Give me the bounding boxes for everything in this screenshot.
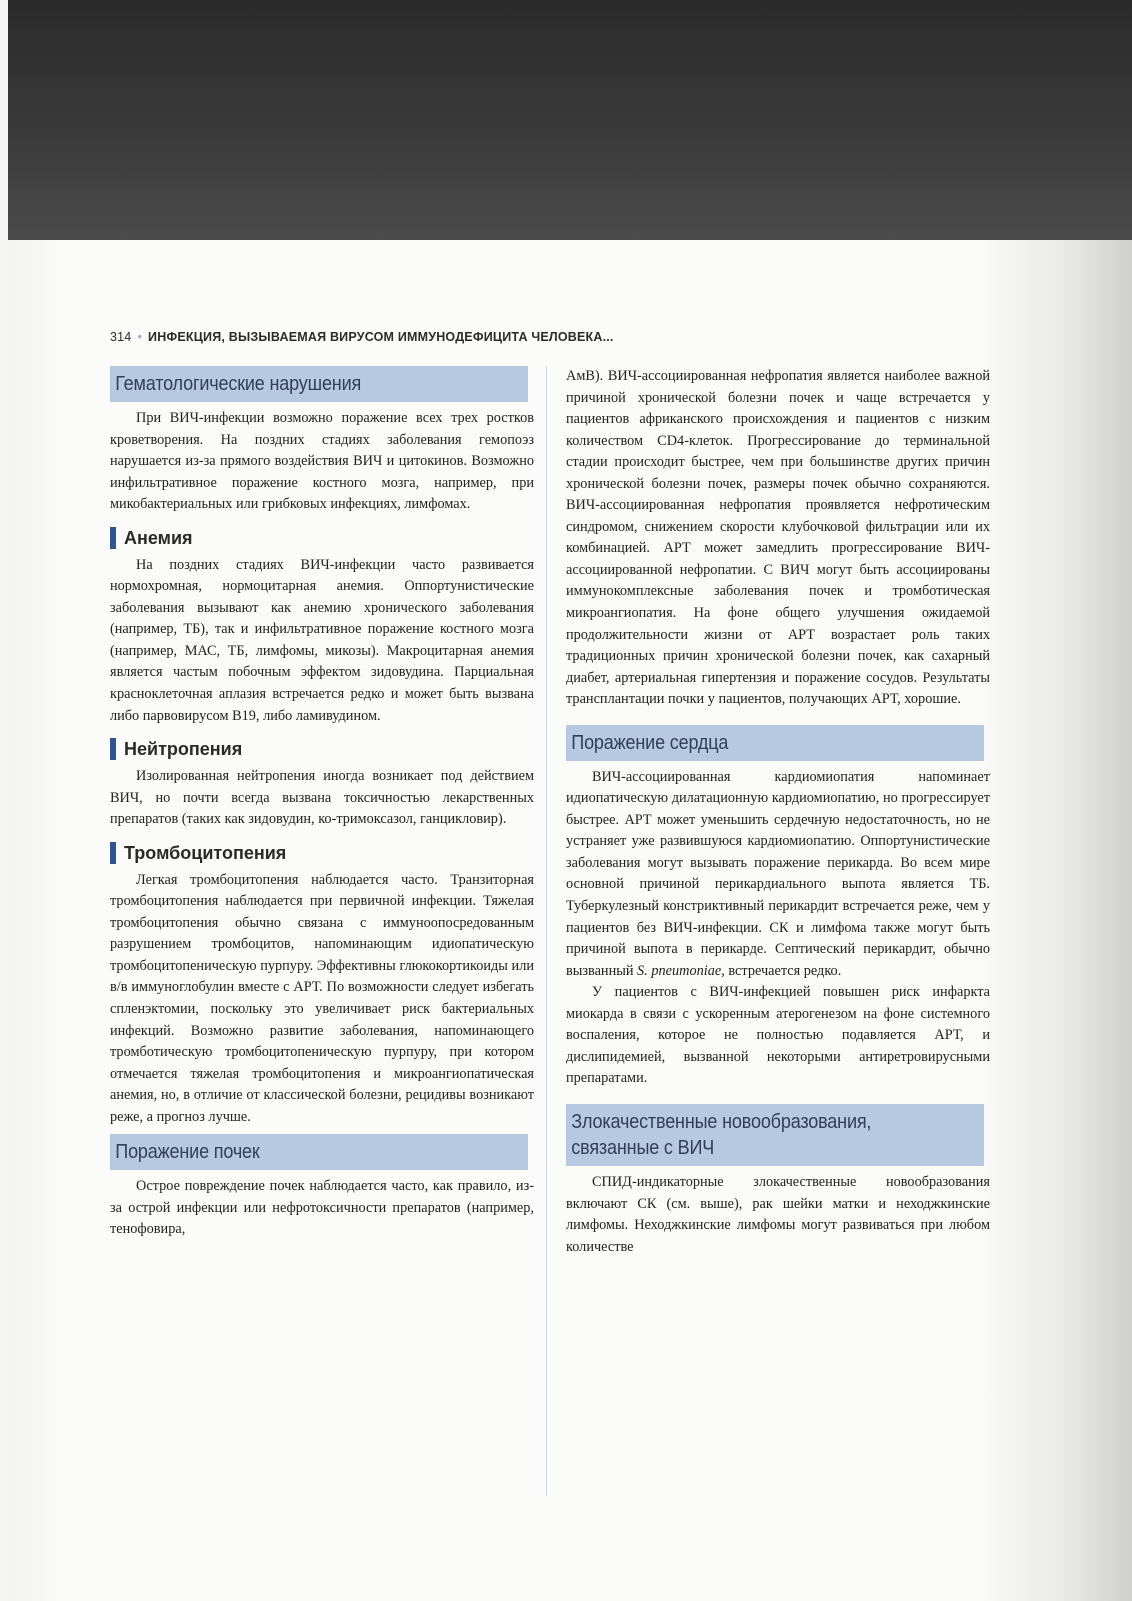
heading-bar-icon: [110, 842, 116, 864]
scan-dark-top-region: [8, 0, 1132, 240]
paragraph-malignancy: СПИД-индикаторные злокачественные новообразования включают СК (см. выше), рак шейки матки и неходжкинские лимфомы. Неходжкинские лимфомы могут развиваться при любом количестве: [566, 1173, 990, 1255]
heart-text-part1: ВИЧ-ассоциированная кардиомиопатия напоминает идиопатическую дилатационную кардиомиопатию, но прогрессирует быстрее. АРТ может уменьшить сердечную недостаточность, но не устраняет уже развившуюся кардиомиопатию. Оппортунистические заболевания могут вызывать поражение перикарда. Во всем мире основной причиной перикардиального выпота является ТБ. Туберкулезный констриктивный перикардит встречается реже, чем у пациентов без ВИЧ-инфекции. СК и лимфома также могут быть причиной выпота в перикарде. Септический перикардит, обычно вызванный: [566, 768, 990, 979]
pathogen-name: S. pneumoniae: [637, 962, 722, 979]
subsection-title-text: Нейтропения: [124, 739, 243, 760]
subsection-title-anemia: [110, 526, 534, 550]
paragraph-kidney: Острое повреждение почек наблюдается часто, как правило, из-за острой инфекции или нефротоксичности препаратов (например, тенофовира,: [110, 1178, 534, 1238]
section-title-hematology: Гематологические нарушения: [110, 366, 528, 402]
paragraph-anemia: На поздних стадиях ВИЧ-инфекции часто развивается нормохромная, нормоцитарная анемия. Оппортунистические заболевания вызывают как анемию хронического заболевания (например, ТБ), так и инфильтративное поражение костного мозга (например, МАС, ТБ, лимфомы, микозы). Макроцитарная анемия является частым побочным эффектом зидовудина. Парциальная красноклеточная аплазия встречается редко и может быть вызвана либо парвовирусом В19, либо ламивудином.: [110, 556, 534, 724]
scan-left-margin: [0, 0, 8, 1601]
paragraph-hematology: При ВИЧ-инфекции возможно поражение всех трех ростков кроветворения. На поздних стадиях заболевания гемопоэз нарушается из-за прямого воздействия ВИЧ и цитокинов. Возможно инфильтративное поражение костного мозга, например, при микобактериальных или грибковых инфекциях, лимфомах.: [110, 410, 534, 513]
running-title: ИНФЕКЦИЯ, ВЫЗЫВАЕМАЯ ВИРУСОМ ИММУНОДЕФИЦИТА ЧЕЛОВЕКА...: [148, 330, 614, 344]
running-header: [110, 330, 1010, 344]
column-divider: [546, 366, 547, 1496]
subsection-title-neutropenia: [110, 737, 534, 761]
paragraph-neutropenia: Изолированная нейтропения иногда возникает под действием ВИЧ, но почти всегда вызвана токсичностью лекарственных препаратов (таких как зидовудин, ко-тримоксазол, ганцикловир).: [110, 768, 534, 828]
paragraph-thrombocytopenia: Легкая тромбоцитопения наблюдается часто. Транзиторная тромбоцитопения наблюдается при первичной инфекции. Тяжелая тромбоцитопения обычно связана с иммуноопосредованным разрушением тромбоцитов, напоминающим идиопатическую тромбоцитопеническую пурпуру. Эффективны глюкокортикоиды или в/в иммуноглобулин вместе с АРТ. По возможности следует избегать спленэктомии, поскольку это увеличивает риск бактериальных инфекций. Возможно развитие заболевания, напоминающего тромботическую тромбоцитопеническую пурпуру, при котором отмечается тяжелая тромбоцитопения и микроангиопатическая анемия, но, в отличие от классической болезни, рецидивы возникают реже, а прогноз лучше.: [110, 871, 534, 1125]
paragraph-heart-1: [566, 767, 990, 982]
subsection-title-text: Анемия: [124, 527, 193, 548]
header-separator: •: [137, 330, 143, 344]
section-title-heart: Поражение сердца: [566, 725, 984, 761]
left-column: [110, 366, 534, 1241]
malignancy-title-line1: Злокачественные новообразования,: [571, 1109, 872, 1133]
right-column: [566, 366, 990, 1258]
malignancy-title-line2: связанные с ВИЧ: [571, 1135, 715, 1159]
page-number: 314: [110, 330, 132, 344]
heading-bar-icon: [110, 527, 116, 549]
heart-text-part2: , встречается редко.: [721, 962, 842, 979]
section-title-malignancy: [566, 1104, 984, 1166]
paragraph-kidney-continued: АмВ). ВИЧ-ассоциированная нефропатия является наиболее важной причиной хронической болезни почек и чаще встречается у пациентов африканского происхождения и пациентов с низким количеством CD4-клеток. Прогрессирование до терминальной стадии происходит быстрее, чем при большинстве других причин хронической болезни почек, размеры почек обычно сохраняются. ВИЧ-ассоциированная нефропатия проявляется нефротическим синдромом, снижением скорости клубочковой фильтрации или их комбинацией. АРТ может замедлить прогрессирование ВИЧ-ассоциированной нефропатии. С ВИЧ могут быть ассоциированы иммунокомплексные заболевания почек и тромботическая микроангиопатия. На фоне общего улучшения ожидаемой продолжительности жизни от АРТ возрастает роль таких традиционных причин хронической болезни почек, как сахарный диабет, артериальная гипертензия и поражение сосудов. Результаты трансплантации почки у пациентов, получающих АРТ, хорошие.: [566, 368, 990, 708]
subsection-title-thrombocytopenia: [110, 841, 534, 865]
heading-bar-icon: [110, 738, 116, 760]
section-title-kidney: Поражение почек: [110, 1134, 528, 1170]
subsection-title-text: Тромбоцитопения: [124, 842, 287, 863]
paragraph-heart-2: У пациентов с ВИЧ-инфекцией повышен риск инфаркта миокарда в связи с ускоренным атерогенезом на фоне системного воспаления, которое не полностью подавляется АРТ, и дислипидемией, вызванной некоторыми антиретровирусными препаратами.: [566, 984, 990, 1087]
